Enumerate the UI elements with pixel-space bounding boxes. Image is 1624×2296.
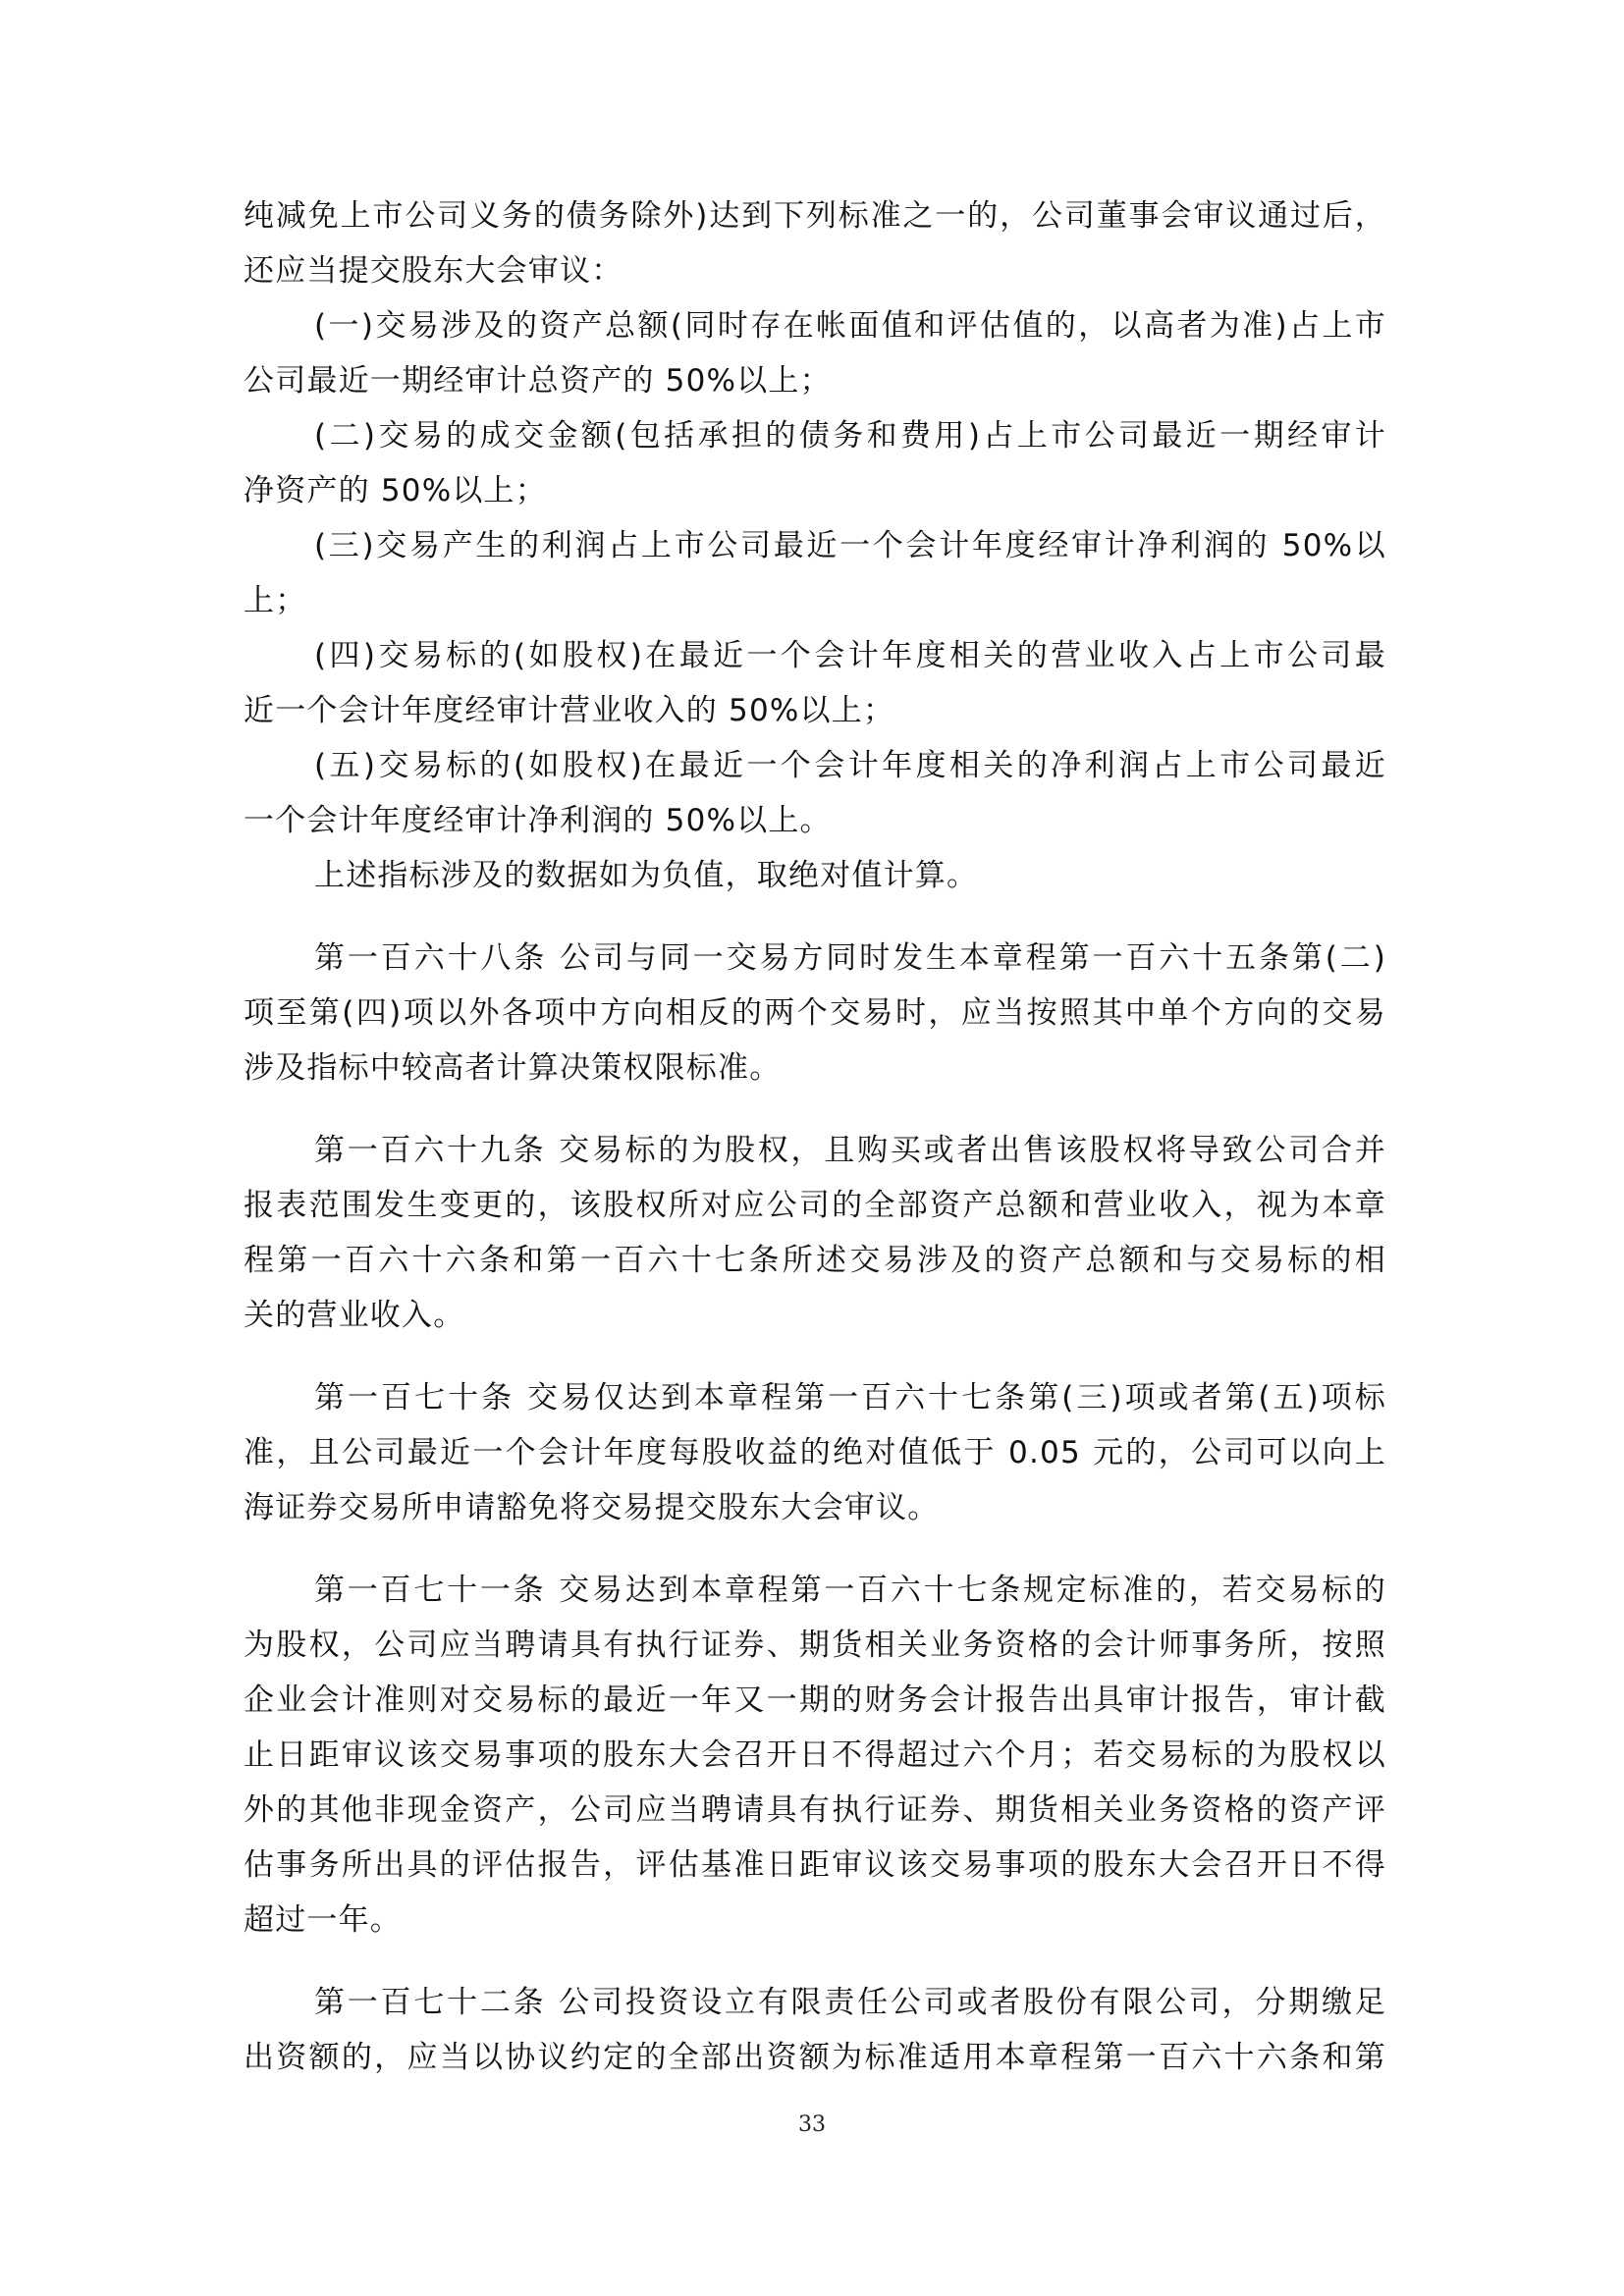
text-line: 上述指标涉及的数据如为负值，取绝对值计算。 [314, 858, 979, 893]
text-line: (二)交易的成交金额(包括承担的债务和费用)占上市公司最近一期经审计 [314, 418, 1386, 454]
text-line: 第一百六十八条 公司与同一交易方同时发生本章程第一百六十五条第(二) [314, 940, 1386, 976]
text-line: 近一个会计年度经审计营业收入的 50%以上； [244, 693, 895, 728]
text-line: 企业会计准则对交易标的最近一年又一期的财务会计报告出具审计报告，审计截 [244, 1682, 1386, 1718]
paragraph-gap [244, 1095, 1386, 1123]
article-171 [244, 1563, 1386, 1948]
text-line: 报表范围发生变更的，该股权所对应公司的全部资产总额和营业收入，视为本章 [244, 1188, 1386, 1223]
paragraph-standards [244, 188, 1386, 903]
text-line: 项至第(四)项以外各项中方向相反的两个交易时，应当按照其中单个方向的交易 [244, 995, 1386, 1031]
article-169 [244, 1123, 1386, 1343]
paragraph-gap [244, 1343, 1386, 1370]
text-line: 止日距审议该交易事项的股东大会召开日不得超过六个月；若交易标的为股权以 [244, 1737, 1386, 1773]
article-170 [244, 1370, 1386, 1535]
text-line: 还应当提交股东大会审议： [244, 253, 623, 289]
page-number: 33 [798, 2112, 826, 2137]
article-168 [244, 931, 1386, 1095]
text-line: 关的营业收入。 [244, 1298, 465, 1333]
paragraph-gap [244, 1948, 1386, 1975]
text-line: 净资产的 50%以上； [244, 473, 547, 508]
text-line: 海证券交易所申请豁免将交易提交股东大会审议。 [244, 1490, 940, 1525]
text-line: 公司最近一期经审计总资产的 50%以上； [244, 363, 832, 399]
text-line: 超过一年。 [244, 1902, 402, 1938]
text-line: 第一百七十条 交易仅达到本章程第一百六十七条第(三)项或者第(五)项标 [314, 1380, 1386, 1415]
text-line: (三)交易产生的利润占上市公司最近一个会计年度经审计净利润的 50%以 [314, 528, 1386, 563]
text-line: 纯减免上市公司义务的债务除外)达到下列标准之一的，公司董事会审议通过后， [244, 198, 1386, 234]
text-line: 估事务所出具的评估报告，评估基准日距审议该交易事项的股东大会召开日不得 [244, 1847, 1386, 1883]
text-line: (一)交易涉及的资产总额(同时存在帐面值和评估值的，以高者为准)占上市 [314, 308, 1386, 344]
document-body [244, 188, 1386, 2085]
paragraph-gap [244, 1535, 1386, 1563]
text-line: 第一百六十九条 交易标的为股权，且购买或者出售该股权将导致公司合并 [314, 1133, 1386, 1168]
text-line: 出资额的，应当以协议约定的全部出资额为标准适用本章程第一百六十六条和第 [244, 2040, 1386, 2075]
text-line: 程第一百六十六条和第一百六十七条所述交易涉及的资产总额和与交易标的相 [244, 1243, 1386, 1278]
text-line: 为股权，公司应当聘请具有执行证券、期货相关业务资格的会计师事务所，按照 [244, 1628, 1386, 1663]
paragraph-gap [244, 903, 1386, 931]
text-line: 第一百七十二条 公司投资设立有限责任公司或者股份有限公司，分期缴足 [314, 1985, 1386, 2020]
text-line: 上； [244, 583, 307, 618]
text-line: 一个会计年度经审计净利润的 50%以上。 [244, 803, 832, 838]
text-line: 准，且公司最近一个会计年度每股收益的绝对值低于 0.05 元的，公司可以向上 [244, 1435, 1386, 1470]
text-line: (四)交易标的(如股权)在最近一个会计年度相关的营业收入占上市公司最 [314, 638, 1386, 673]
text-line: 外的其他非现金资产，公司应当聘请具有执行证券、期货相关业务资格的资产评 [244, 1792, 1386, 1828]
article-172 [244, 1975, 1386, 2085]
text-line: (五)交易标的(如股权)在最近一个会计年度相关的净利润占上市公司最近 [314, 748, 1386, 783]
text-line: 第一百七十一条 交易达到本章程第一百六十七条规定标准的，若交易标的 [314, 1573, 1386, 1608]
text-line: 涉及指标中较高者计算决策权限标准。 [244, 1050, 782, 1086]
